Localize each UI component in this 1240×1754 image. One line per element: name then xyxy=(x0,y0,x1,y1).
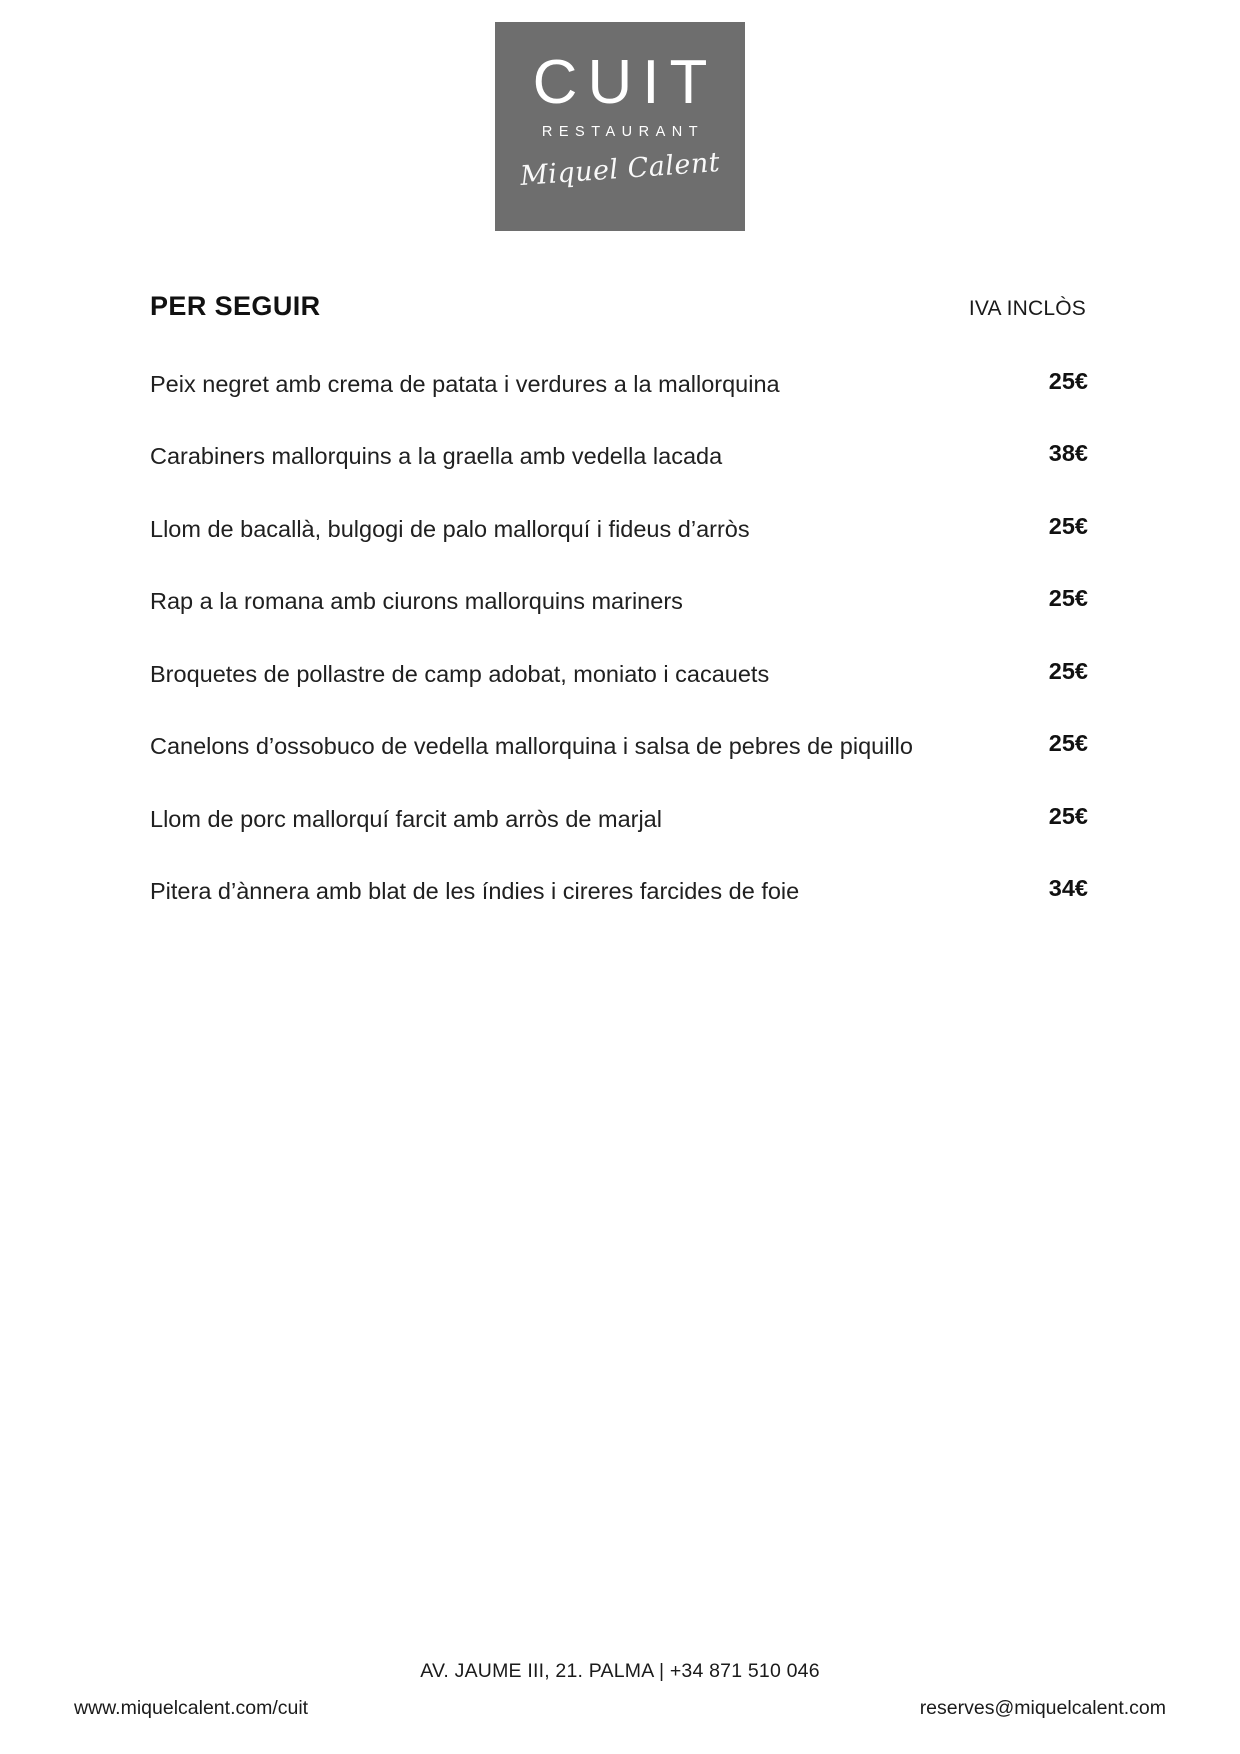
menu-item-price: 25€ xyxy=(1048,585,1088,612)
menu-item-price: 25€ xyxy=(1048,657,1088,684)
menu-item-name: Rap a la romana amb ciurons mallorquins mariners xyxy=(150,588,683,615)
menu-item xyxy=(150,440,1090,472)
menu-item-name: Carabiners mallorquins a la graella amb vedella lacada xyxy=(150,443,723,470)
footer-address: AV. JAUME III, 21. PALMA | +34 871 510 046 xyxy=(420,1660,820,1682)
menu-item-name: Pitera d’ànnera amb blat de les índies i cireres farcides de foie xyxy=(150,877,800,904)
logo-header xyxy=(0,22,1240,231)
menu-item xyxy=(150,513,1090,545)
menu-item xyxy=(150,368,1090,400)
menu-content xyxy=(150,231,1090,1660)
page-footer xyxy=(0,1660,1240,1754)
menu-item xyxy=(150,585,1090,617)
logo-signature: Miquel Calent xyxy=(519,147,721,192)
menu-item-price: 34€ xyxy=(1048,874,1088,901)
menu-item-list xyxy=(150,368,1090,947)
logo-box xyxy=(495,22,745,231)
menu-item-name: Llom de porc mallorquí farcit amb arròs de marjal xyxy=(150,805,662,832)
menu-item-name: Llom de bacallà, bulgogi de palo mallorquí i fideus d’arròs xyxy=(150,515,750,542)
menu-item-price: 25€ xyxy=(1048,730,1088,757)
logo-wordmark: CUIT xyxy=(532,48,718,117)
menu-item-price: 25€ xyxy=(1048,802,1088,829)
menu-item-price: 38€ xyxy=(1048,440,1088,467)
menu-item-name: Canelons d’ossobuco de vedella mallorquina i salsa de pebres de piquillo xyxy=(150,733,913,760)
section-header xyxy=(150,291,1090,322)
footer-website-link[interactable]: www.miquelcalent.com/cuit xyxy=(74,1697,309,1719)
menu-item-name: Broquetes de pollastre de camp adobat, moniato i cacauets xyxy=(150,660,770,687)
menu-item-price: 25€ xyxy=(1048,512,1088,539)
menu-item-price: 25€ xyxy=(1048,368,1088,394)
logo-subtitle: RESTAURANT xyxy=(541,124,705,140)
menu-item xyxy=(150,803,1090,835)
menu-item xyxy=(150,658,1090,690)
page-title: PER SEGUIR xyxy=(150,291,321,321)
footer-email-link[interactable]: reserves@miquelcalent.com xyxy=(919,1697,1166,1719)
footer-links xyxy=(0,1697,1240,1720)
menu-item-name: Peix negret amb crema de patata i verdures a la mallorquina xyxy=(150,371,780,397)
menu-item xyxy=(150,875,1090,907)
tax-note: IVA INCLÒS xyxy=(968,297,1086,320)
menu-item xyxy=(150,730,1090,762)
